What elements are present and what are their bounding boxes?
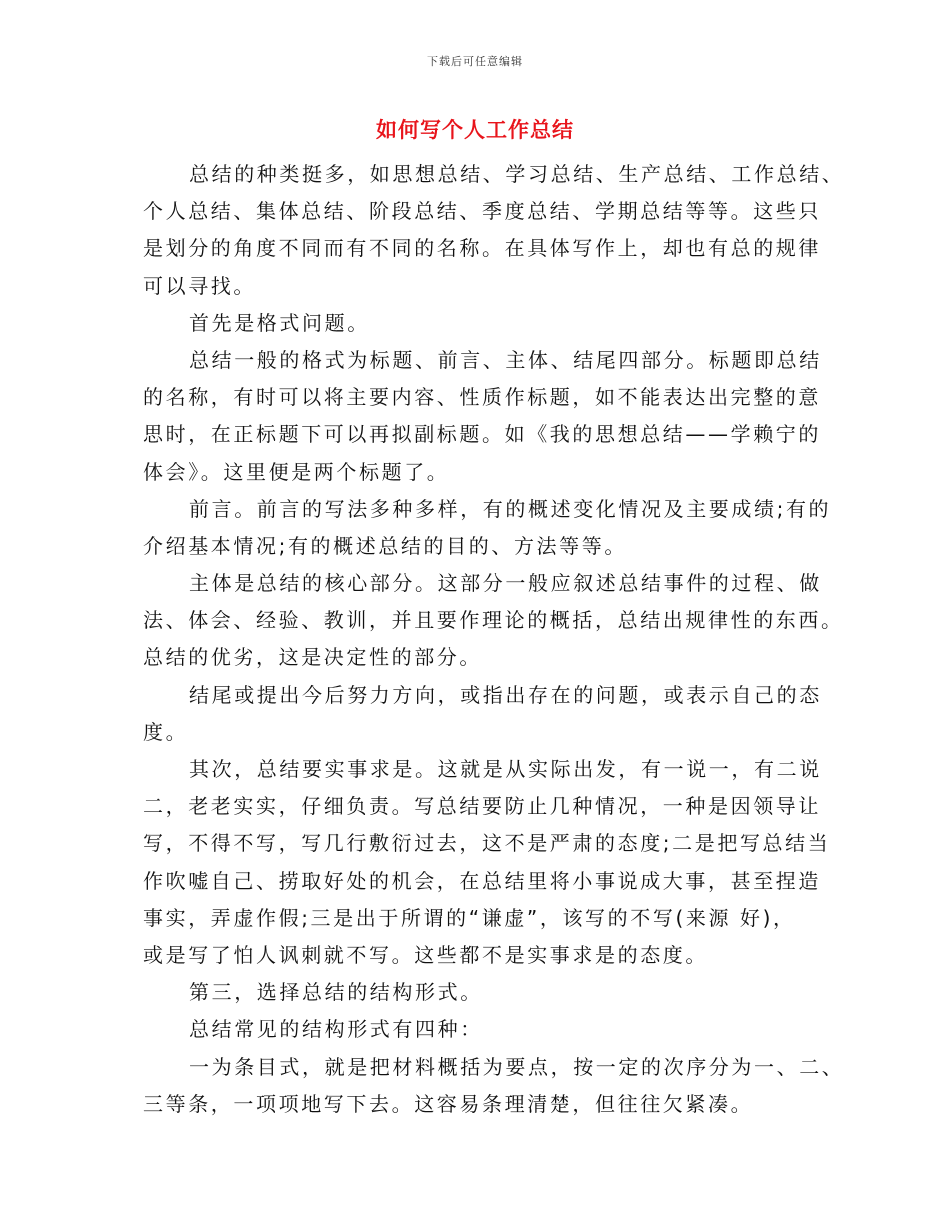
text-line: 个人总结、集体总结、阶段总结、季度总结、学期总结等等。这些只: [143, 199, 821, 224]
text-line: 一为条目式，就是把材料概括为要点，按一定的次序分为一、二、: [189, 1054, 845, 1079]
text-line: 总结的种类挺多，如思想总结、学习总结、生产总结、工作总结、: [189, 162, 845, 186]
document-body: [143, 156, 845, 1123]
text-line: 三等条，一项项地写下去。这容易条理清楚，但往往欠紧凑。: [143, 1091, 754, 1116]
text-line: 度。: [143, 719, 189, 744]
text-line: 总结一般的格式为标题、前言、主体、结尾四部分。标题即总结: [189, 347, 822, 372]
text-line: 作吹嘘自己、捞取好处的机会，在总结里将小事说成大事，甚至捏造: [143, 868, 821, 893]
text-line: 或是写了怕人讽刺就不写。这些都不是实事求是的态度。: [143, 942, 708, 967]
text-line: 是划分的角度不同而有不同的名称。在具体写作上，却也有总的规律: [143, 236, 821, 261]
text-line: 的名称，有时可以将主要内容、性质作标题，如不能表达出完整的意: [143, 385, 821, 410]
text-line: 总结常见的结构形式有四种：: [189, 1017, 483, 1042]
text-line: 介绍基本情况;有的概述总结的目的、方法等等。: [143, 533, 627, 558]
text-line: 思时，在正标题下可以再拟副标题。如《我的思想总结——学赖宁的: [143, 422, 821, 447]
text-line: 二，老老实实，仔细负责。写总结要防止几种情况，一种是因领导让: [143, 794, 821, 819]
document-title: 如何写个人工作总结: [376, 118, 574, 142]
text-line: 首先是格式问题。: [189, 310, 370, 335]
text-line: 写，不得不写，写几行敷衍过去，这不是严肃的态度;二是把写总结当: [143, 831, 831, 856]
text-line: 第三，选择总结的结构形式。: [189, 980, 483, 1005]
text-line: 主体是总结的核心部分。这部分一般应叙述总结事件的过程、做: [189, 571, 822, 596]
text-line: 总结的优劣，这是决定性的部分。: [143, 645, 482, 670]
text-line: 事实，弄虚作假;三是出于所谓的“谦虚”，该写的不写(来源 好)，: [143, 905, 796, 930]
text-line: 可以寻找。: [143, 273, 256, 298]
text-line: 其次，总结要实事求是。这就是从实际出发，有一说一，有二说: [189, 757, 822, 781]
header-note: 下载后可任意编辑: [427, 55, 523, 68]
text-line: 体会》。这里便是两个标题了。: [143, 459, 450, 484]
text-line: 前言。前言的写法多种多样，有的概述变化情况及主要成绩;有的: [189, 496, 832, 521]
text-line: 结尾或提出今后努力方向，或指出存在的问题，或表示自己的态: [189, 682, 822, 707]
text-line: 法、体会、经验、教训，并且要作理论的概括，总结出规律性的东西。: [143, 608, 844, 633]
